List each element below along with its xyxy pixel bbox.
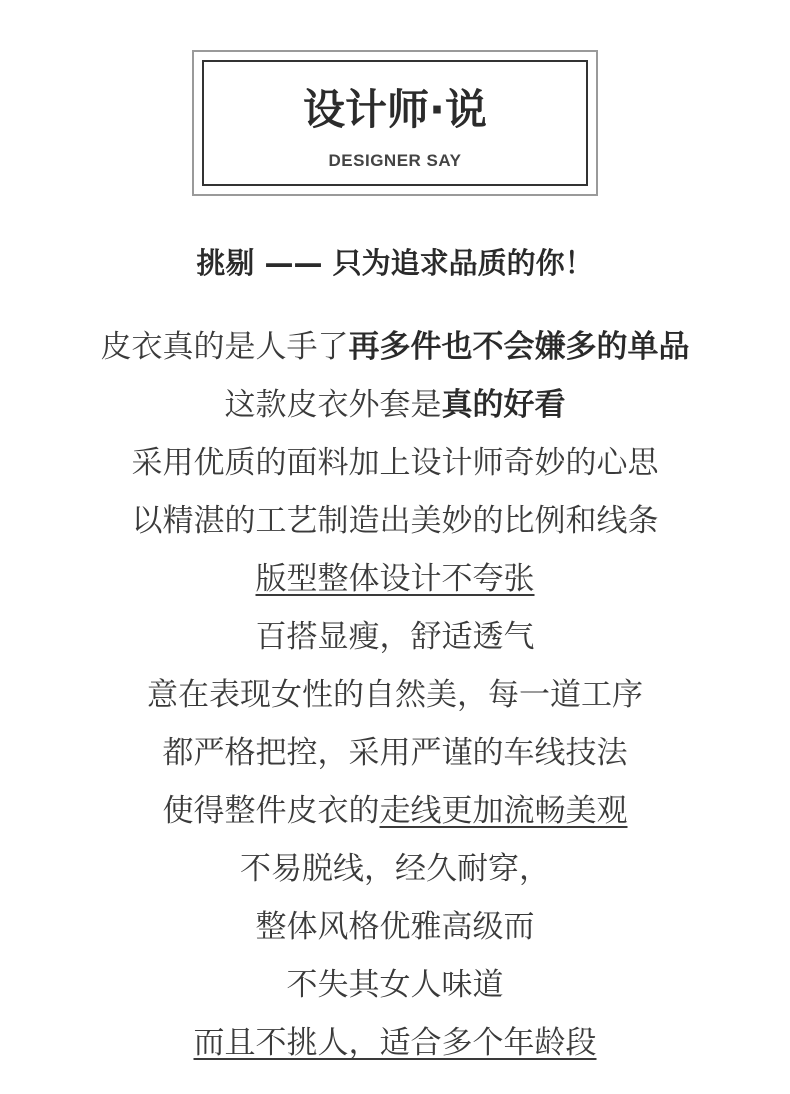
text-line (0, 376, 790, 434)
underlined-text: 版型整体设计不夸张 (255, 561, 535, 597)
underlined-text: 而且不挑人，适合多个年龄段 (193, 1025, 597, 1061)
title-frame-inner (202, 60, 588, 186)
text-line: 百搭显瘦，舒适透气 (255, 619, 535, 655)
text-line: 不失其女人味道 (286, 967, 504, 1003)
text-line: 都严格把控，采用严谨的车线技法 (162, 735, 628, 771)
text-line: 整体风格优雅高级而 (255, 909, 535, 945)
text-line (0, 1014, 790, 1072)
text-line (0, 782, 790, 840)
text-line: 以精湛的工艺制造出美妙的比例和线条 (131, 503, 659, 539)
text-line: 意在表现女性的自然美，每一道工序 (147, 677, 643, 713)
text-line: 不易脱线，经久耐穿， (240, 851, 550, 887)
emphasis-text: 真的好看 (441, 387, 566, 423)
section-subtitle: DESIGNER SAY (328, 151, 462, 170)
text-line (0, 550, 790, 608)
text-line: 采用优质的面料加上设计师奇妙的心思 (131, 445, 659, 481)
underlined-text: 走线更加流畅美观 (379, 793, 628, 829)
text-segment: 使得整件皮衣的 (162, 793, 380, 829)
headline: 挑剔 —— 只为追求品质的你！ (196, 246, 594, 280)
description-text (0, 318, 790, 1072)
text-segment: 这款皮衣外套是 (224, 387, 442, 423)
text-line (0, 318, 790, 376)
title-frame (192, 50, 598, 196)
emphasis-text: 再多件也不会嫌多的单品 (348, 329, 690, 365)
section-title: 设计师·说 (303, 85, 487, 134)
text-segment: 皮衣真的是人手了 (100, 329, 349, 365)
